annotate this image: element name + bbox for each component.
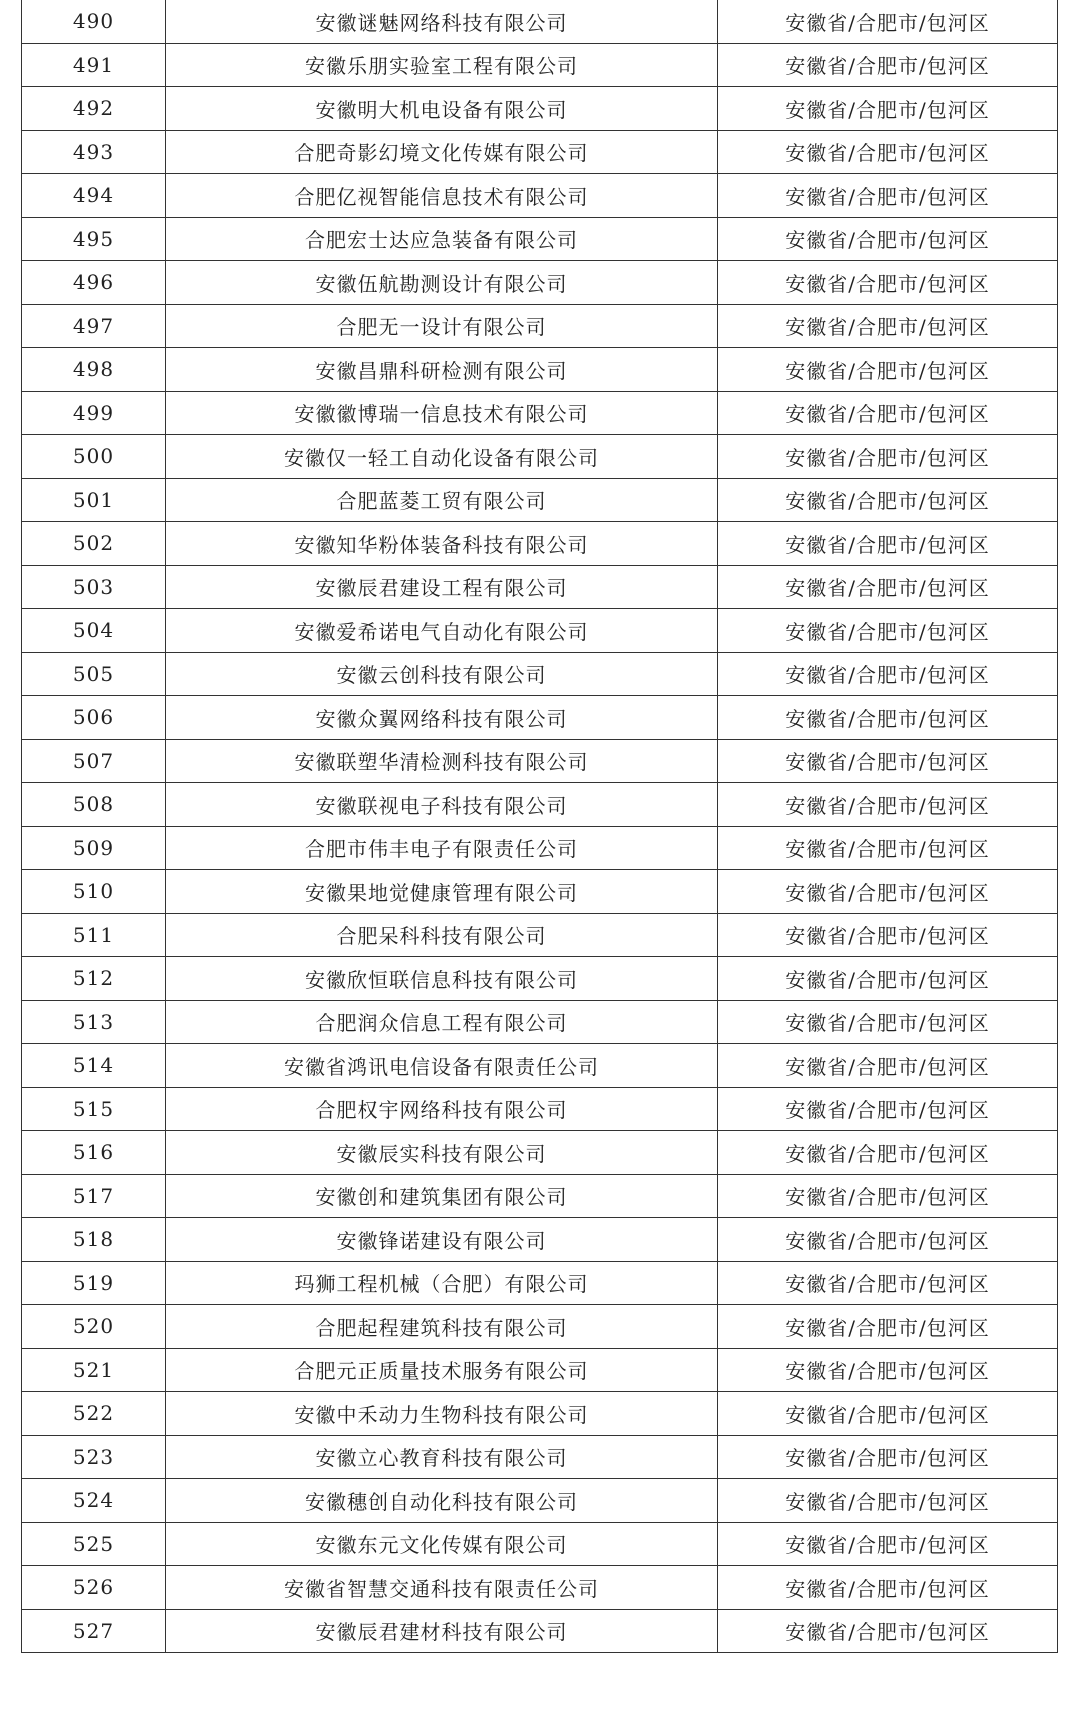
table-row bbox=[22, 1174, 1058, 1218]
region-cell: 安徽省/合肥市/包河区 bbox=[718, 870, 1058, 914]
row-number-cell: 508 bbox=[22, 783, 166, 827]
region-cell: 安徽省/合肥市/包河区 bbox=[718, 1261, 1058, 1305]
company-name-cell: 安徽辰君建设工程有限公司 bbox=[166, 565, 718, 609]
row-number-cell: 514 bbox=[22, 1044, 166, 1088]
table-row bbox=[22, 435, 1058, 479]
company-name-cell: 安徽锋诺建设有限公司 bbox=[166, 1218, 718, 1262]
company-name-cell: 安徽欣恒联信息科技有限公司 bbox=[166, 957, 718, 1001]
table-row bbox=[22, 957, 1058, 1001]
table-row bbox=[22, 261, 1058, 305]
region-cell: 安徽省/合肥市/包河区 bbox=[718, 478, 1058, 522]
row-number-cell: 490 bbox=[22, 0, 166, 43]
company-name-cell: 安徽联视电子科技有限公司 bbox=[166, 783, 718, 827]
region-cell: 安徽省/合肥市/包河区 bbox=[718, 957, 1058, 1001]
region-cell: 安徽省/合肥市/包河区 bbox=[718, 391, 1058, 435]
company-name-cell: 安徽穗创自动化科技有限公司 bbox=[166, 1479, 718, 1523]
table-row bbox=[22, 913, 1058, 957]
company-name-cell: 安徽众翼网络科技有限公司 bbox=[166, 696, 718, 740]
row-number-cell: 507 bbox=[22, 739, 166, 783]
company-name-cell: 合肥呆科科技有限公司 bbox=[166, 913, 718, 957]
region-cell: 安徽省/合肥市/包河区 bbox=[718, 1305, 1058, 1349]
company-name-cell: 合肥无一设计有限公司 bbox=[166, 304, 718, 348]
table-row bbox=[22, 0, 1058, 43]
row-number-cell: 504 bbox=[22, 609, 166, 653]
row-number-cell: 513 bbox=[22, 1000, 166, 1044]
table-row bbox=[22, 739, 1058, 783]
region-cell: 安徽省/合肥市/包河区 bbox=[718, 43, 1058, 87]
company-name-cell: 合肥宏士达应急装备有限公司 bbox=[166, 217, 718, 261]
table-row bbox=[22, 870, 1058, 914]
region-cell: 安徽省/合肥市/包河区 bbox=[718, 1218, 1058, 1262]
company-name-cell: 安徽省智慧交通科技有限责任公司 bbox=[166, 1566, 718, 1610]
row-number-cell: 496 bbox=[22, 261, 166, 305]
company-name-cell: 安徽辰君建材科技有限公司 bbox=[166, 1609, 718, 1653]
table-row bbox=[22, 478, 1058, 522]
row-number-cell: 516 bbox=[22, 1131, 166, 1175]
table-row bbox=[22, 304, 1058, 348]
row-number-cell: 503 bbox=[22, 565, 166, 609]
region-cell: 安徽省/合肥市/包河区 bbox=[718, 1131, 1058, 1175]
row-number-cell: 492 bbox=[22, 87, 166, 131]
region-cell: 安徽省/合肥市/包河区 bbox=[718, 1348, 1058, 1392]
table-row bbox=[22, 87, 1058, 131]
company-name-cell: 安徽东元文化传媒有限公司 bbox=[166, 1522, 718, 1566]
row-number-cell: 493 bbox=[22, 130, 166, 174]
table-row bbox=[22, 522, 1058, 566]
region-cell: 安徽省/合肥市/包河区 bbox=[718, 1174, 1058, 1218]
region-cell: 安徽省/合肥市/包河区 bbox=[718, 87, 1058, 131]
table-row bbox=[22, 130, 1058, 174]
company-name-cell: 安徽伍航勘测设计有限公司 bbox=[166, 261, 718, 305]
row-number-cell: 518 bbox=[22, 1218, 166, 1262]
table-row bbox=[22, 783, 1058, 827]
region-cell: 安徽省/合肥市/包河区 bbox=[718, 1044, 1058, 1088]
company-name-cell: 安徽仅一轻工自动化设备有限公司 bbox=[166, 435, 718, 479]
row-number-cell: 522 bbox=[22, 1392, 166, 1436]
table-row bbox=[22, 1000, 1058, 1044]
region-cell: 安徽省/合肥市/包河区 bbox=[718, 826, 1058, 870]
company-name-cell: 合肥亿视智能信息技术有限公司 bbox=[166, 174, 718, 218]
table-row bbox=[22, 1218, 1058, 1262]
region-cell: 安徽省/合肥市/包河区 bbox=[718, 565, 1058, 609]
row-number-cell: 500 bbox=[22, 435, 166, 479]
company-name-cell: 安徽省鸿讯电信设备有限责任公司 bbox=[166, 1044, 718, 1088]
company-name-cell: 安徽知华粉体装备科技有限公司 bbox=[166, 522, 718, 566]
table-row bbox=[22, 826, 1058, 870]
row-number-cell: 494 bbox=[22, 174, 166, 218]
region-cell: 安徽省/合肥市/包河区 bbox=[718, 522, 1058, 566]
company-name-cell: 合肥奇影幻境文化传媒有限公司 bbox=[166, 130, 718, 174]
region-cell: 安徽省/合肥市/包河区 bbox=[718, 0, 1058, 43]
region-cell: 安徽省/合肥市/包河区 bbox=[718, 261, 1058, 305]
row-number-cell: 495 bbox=[22, 217, 166, 261]
row-number-cell: 517 bbox=[22, 1174, 166, 1218]
company-name-cell: 合肥起程建筑科技有限公司 bbox=[166, 1305, 718, 1349]
company-name-cell: 安徽联塑华清检测科技有限公司 bbox=[166, 739, 718, 783]
region-cell: 安徽省/合肥市/包河区 bbox=[718, 130, 1058, 174]
region-cell: 安徽省/合肥市/包河区 bbox=[718, 217, 1058, 261]
company-name-cell: 安徽昌鼎科研检测有限公司 bbox=[166, 348, 718, 392]
table-row bbox=[22, 565, 1058, 609]
region-cell: 安徽省/合肥市/包河区 bbox=[718, 435, 1058, 479]
table-row bbox=[22, 652, 1058, 696]
row-number-cell: 501 bbox=[22, 478, 166, 522]
row-number-cell: 521 bbox=[22, 1348, 166, 1392]
region-cell: 安徽省/合肥市/包河区 bbox=[718, 609, 1058, 653]
company-name-cell: 安徽中禾动力生物科技有限公司 bbox=[166, 1392, 718, 1436]
row-number-cell: 498 bbox=[22, 348, 166, 392]
company-name-cell: 合肥蓝菱工贸有限公司 bbox=[166, 478, 718, 522]
row-number-cell: 515 bbox=[22, 1087, 166, 1131]
region-cell: 安徽省/合肥市/包河区 bbox=[718, 1087, 1058, 1131]
row-number-cell: 509 bbox=[22, 826, 166, 870]
enterprise-list-table bbox=[21, 0, 1058, 1653]
table-row bbox=[22, 174, 1058, 218]
company-name-cell: 安徽谜魅网络科技有限公司 bbox=[166, 0, 718, 43]
table-row bbox=[22, 1522, 1058, 1566]
row-number-cell: 527 bbox=[22, 1609, 166, 1653]
row-number-cell: 525 bbox=[22, 1522, 166, 1566]
company-name-cell: 安徽爱希诺电气自动化有限公司 bbox=[166, 609, 718, 653]
row-number-cell: 510 bbox=[22, 870, 166, 914]
company-name-cell: 安徽创和建筑集团有限公司 bbox=[166, 1174, 718, 1218]
table-row bbox=[22, 1087, 1058, 1131]
region-cell: 安徽省/合肥市/包河区 bbox=[718, 174, 1058, 218]
company-name-cell: 合肥权宇网络科技有限公司 bbox=[166, 1087, 718, 1131]
company-name-cell: 合肥润众信息工程有限公司 bbox=[166, 1000, 718, 1044]
region-cell: 安徽省/合肥市/包河区 bbox=[718, 696, 1058, 740]
region-cell: 安徽省/合肥市/包河区 bbox=[718, 739, 1058, 783]
region-cell: 安徽省/合肥市/包河区 bbox=[718, 913, 1058, 957]
region-cell: 安徽省/合肥市/包河区 bbox=[718, 1392, 1058, 1436]
region-cell: 安徽省/合肥市/包河区 bbox=[718, 1000, 1058, 1044]
table-row bbox=[22, 348, 1058, 392]
row-number-cell: 506 bbox=[22, 696, 166, 740]
region-cell: 安徽省/合肥市/包河区 bbox=[718, 1609, 1058, 1653]
region-cell: 安徽省/合肥市/包河区 bbox=[718, 348, 1058, 392]
region-cell: 安徽省/合肥市/包河区 bbox=[718, 304, 1058, 348]
company-name-cell: 安徽立心教育科技有限公司 bbox=[166, 1435, 718, 1479]
row-number-cell: 502 bbox=[22, 522, 166, 566]
row-number-cell: 505 bbox=[22, 652, 166, 696]
row-number-cell: 497 bbox=[22, 304, 166, 348]
company-name-cell: 安徽徽博瑞一信息技术有限公司 bbox=[166, 391, 718, 435]
company-name-cell: 安徽辰实科技有限公司 bbox=[166, 1131, 718, 1175]
company-name-cell: 安徽乐朋实验室工程有限公司 bbox=[166, 43, 718, 87]
region-cell: 安徽省/合肥市/包河区 bbox=[718, 1522, 1058, 1566]
region-cell: 安徽省/合肥市/包河区 bbox=[718, 652, 1058, 696]
row-number-cell: 524 bbox=[22, 1479, 166, 1523]
row-number-cell: 526 bbox=[22, 1566, 166, 1610]
table-row bbox=[22, 609, 1058, 653]
table-row bbox=[22, 1609, 1058, 1653]
table-row bbox=[22, 1392, 1058, 1436]
table-row bbox=[22, 1305, 1058, 1349]
row-number-cell: 512 bbox=[22, 957, 166, 1001]
table-row bbox=[22, 217, 1058, 261]
table-row bbox=[22, 1044, 1058, 1088]
region-cell: 安徽省/合肥市/包河区 bbox=[718, 1435, 1058, 1479]
region-cell: 安徽省/合肥市/包河区 bbox=[718, 783, 1058, 827]
row-number-cell: 520 bbox=[22, 1305, 166, 1349]
row-number-cell: 499 bbox=[22, 391, 166, 435]
company-name-cell: 合肥元正质量技术服务有限公司 bbox=[166, 1348, 718, 1392]
company-name-cell: 安徽明大机电设备有限公司 bbox=[166, 87, 718, 131]
row-number-cell: 523 bbox=[22, 1435, 166, 1479]
row-number-cell: 511 bbox=[22, 913, 166, 957]
table-row bbox=[22, 43, 1058, 87]
company-name-cell: 安徽云创科技有限公司 bbox=[166, 652, 718, 696]
table-row bbox=[22, 1435, 1058, 1479]
table-row bbox=[22, 1261, 1058, 1305]
table-row bbox=[22, 1131, 1058, 1175]
table-row bbox=[22, 1479, 1058, 1523]
company-name-cell: 玛狮工程机械（合肥）有限公司 bbox=[166, 1261, 718, 1305]
table-row bbox=[22, 391, 1058, 435]
row-number-cell: 519 bbox=[22, 1261, 166, 1305]
company-name-cell: 安徽果地觉健康管理有限公司 bbox=[166, 870, 718, 914]
table-row bbox=[22, 1348, 1058, 1392]
document-page bbox=[21, 0, 1057, 1653]
table-row bbox=[22, 1566, 1058, 1610]
table-body bbox=[22, 0, 1058, 1653]
company-name-cell: 合肥市伟丰电子有限责任公司 bbox=[166, 826, 718, 870]
region-cell: 安徽省/合肥市/包河区 bbox=[718, 1479, 1058, 1523]
table-row bbox=[22, 696, 1058, 740]
row-number-cell: 491 bbox=[22, 43, 166, 87]
region-cell: 安徽省/合肥市/包河区 bbox=[718, 1566, 1058, 1610]
